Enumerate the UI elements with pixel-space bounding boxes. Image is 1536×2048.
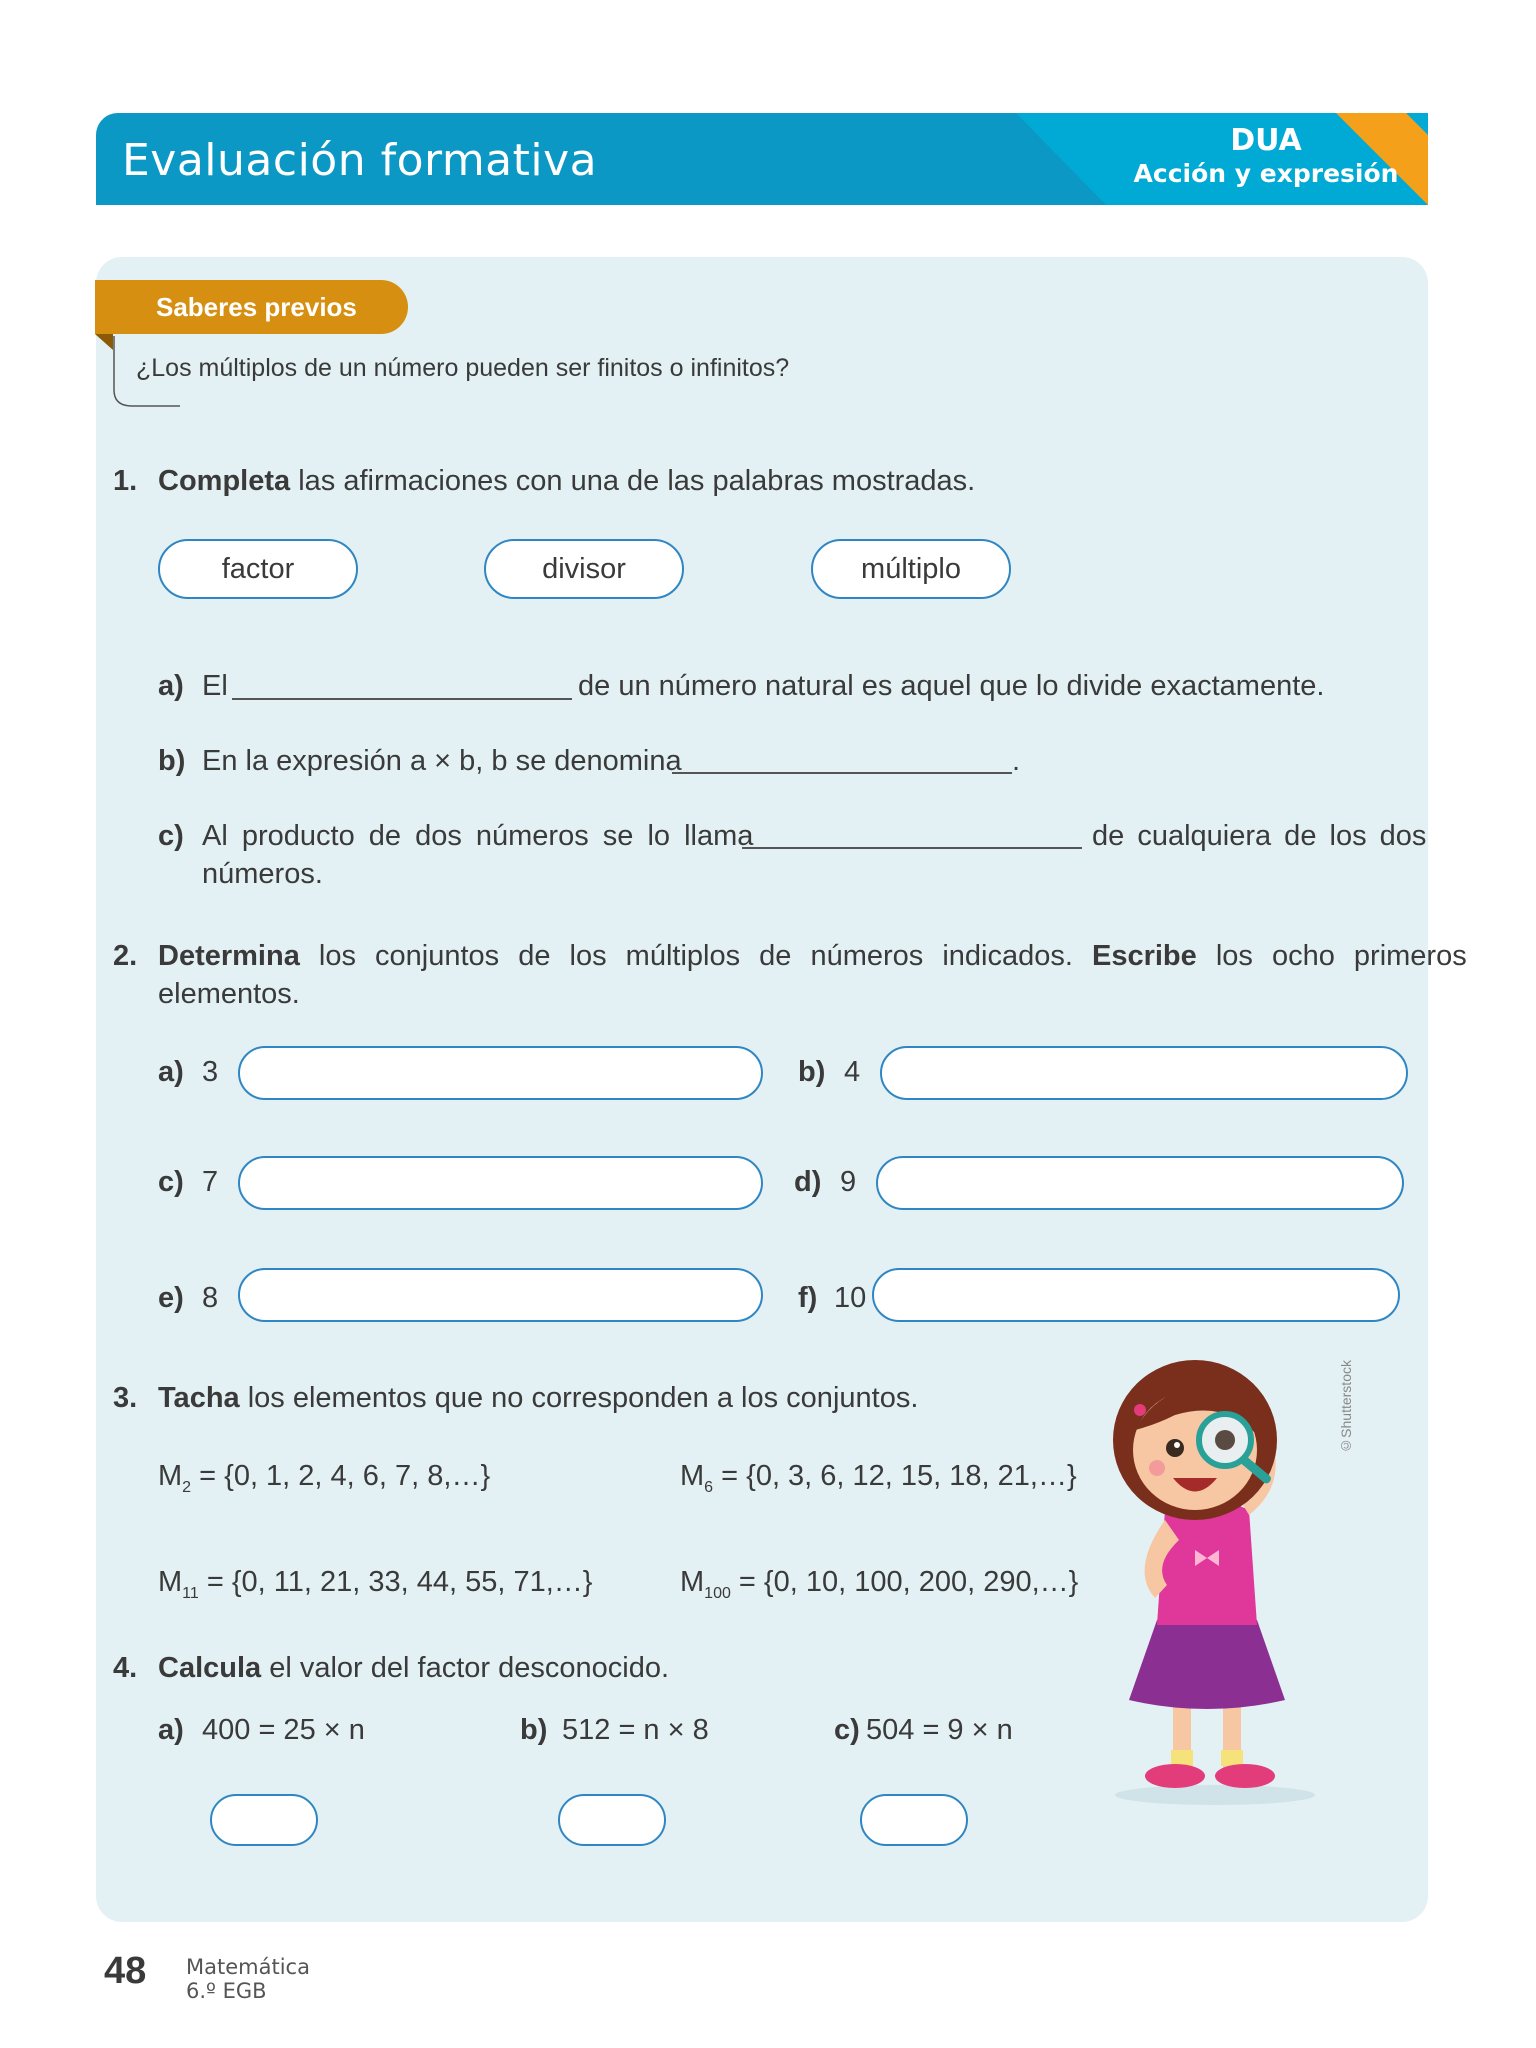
set-m2[interactable] [158, 1460, 490, 1497]
q4c-answer-box[interactable] [860, 1794, 968, 1846]
q2d-letter: d) [794, 1166, 822, 1198]
saberes-question: ¿Los múltiplos de un número pueden ser finitos o infinitos? [136, 354, 790, 382]
dua-title: DUA [1230, 123, 1302, 158]
dua-badge [1126, 123, 1406, 189]
q2-cont: elementos. [158, 978, 300, 1010]
q2d-value: 9 [840, 1166, 857, 1198]
girl-with-magnifier-illustration [1095, 1340, 1335, 1810]
q4b-answer-box[interactable] [558, 1794, 666, 1846]
set-m11-sub: 11 [182, 1584, 199, 1602]
set-m2-elements: = {0, 1, 2, 4, 6, 7, 8,…} [191, 1460, 491, 1492]
q1b-pre: En la expresión a × b, b se denomina [202, 745, 682, 777]
q2-text-1: los conjuntos de los múltiplos de números indicados. [299, 940, 1092, 972]
q4-instruction [158, 1652, 669, 1685]
q2b-letter: b) [798, 1056, 826, 1088]
q2c-answer-box[interactable] [238, 1156, 763, 1210]
saberes-previos-label: Saberes previos [156, 292, 357, 322]
footer-subject [186, 1955, 310, 2003]
q2-number: 2. [113, 940, 138, 972]
q4c-letter: c) [834, 1714, 860, 1746]
q1a-post: de un número natural es aquel que lo divide exactamente. [578, 670, 1325, 702]
q2a-value: 3 [202, 1056, 219, 1088]
grade-level: 6.º EGB [186, 1979, 267, 2003]
q3-text: los elementos que no corresponden a los conjuntos. [239, 1382, 919, 1414]
subject-name: Matemática [186, 1955, 310, 1979]
q1a-letter: a) [158, 670, 184, 702]
set-m11-elements: = {0, 11, 21, 33, 44, 55, 71,…} [198, 1566, 593, 1598]
set-m6-sub: 6 [704, 1478, 714, 1496]
set-m6-name: M [680, 1460, 705, 1492]
q3-number: 3. [113, 1382, 138, 1414]
page-number: 48 [104, 1950, 147, 1992]
q1-instruction [158, 465, 975, 498]
q2c-letter: c) [158, 1166, 184, 1198]
q2b-answer-box[interactable] [880, 1046, 1408, 1100]
q1b-post: . [1012, 745, 1021, 777]
q2-text-2: los ocho primeros [1196, 940, 1467, 972]
q2-verb-1: Determina [158, 940, 300, 972]
q1c-pre: Al producto de dos números se lo llama [202, 820, 754, 852]
q2f-value: 10 [834, 1282, 867, 1314]
page-title: Evaluación formativa [122, 135, 598, 186]
q2f-answer-box[interactable] [872, 1268, 1400, 1322]
q4c-expr: 504 = 9 × n [866, 1714, 1013, 1746]
q2e-value: 8 [202, 1282, 219, 1314]
q2c-value: 7 [202, 1166, 219, 1198]
q1b-blank[interactable] [672, 772, 1012, 774]
dua-subtitle: Acción y expresión [1133, 159, 1399, 188]
q4-text: el valor del factor desconocido. [261, 1652, 670, 1684]
set-m100-sub: 100 [704, 1584, 731, 1602]
set-m6-elements: = {0, 3, 6, 12, 15, 18, 21,…} [713, 1460, 1077, 1492]
set-m100[interactable] [680, 1566, 1078, 1603]
q1-number: 1. [113, 465, 138, 497]
q2e-answer-box[interactable] [238, 1268, 763, 1322]
q1-text: las afirmaciones con una de las palabras mostradas. [290, 465, 976, 497]
q4a-answer-box[interactable] [210, 1794, 318, 1846]
set-m6[interactable] [680, 1460, 1077, 1497]
q4b-letter: b) [520, 1714, 548, 1746]
word-pill-multiplo: múltiplo [811, 539, 1011, 599]
q1c-blank[interactable] [742, 847, 1082, 849]
q4b-expr: 512 = n × 8 [562, 1714, 709, 1746]
q1a-blank[interactable] [232, 698, 572, 700]
header-banner [96, 113, 1428, 205]
set-m2-name: M [158, 1460, 183, 1492]
q2-instruction [158, 940, 1467, 973]
q4a-letter: a) [158, 1714, 184, 1746]
q4-verb: Calcula [158, 1652, 262, 1684]
q4-number: 4. [113, 1652, 138, 1684]
set-m100-name: M [680, 1566, 705, 1598]
set-m11-name: M [158, 1566, 183, 1598]
word-pill-factor: factor [158, 539, 358, 599]
q3-verb: Tacha [158, 1382, 240, 1414]
set-m11[interactable] [158, 1566, 592, 1603]
q2a-answer-box[interactable] [238, 1046, 763, 1100]
q2-verb-2: Escribe [1091, 940, 1197, 972]
q2f-letter: f) [798, 1282, 818, 1314]
q2e-letter: e) [158, 1282, 184, 1314]
q2a-letter: a) [158, 1056, 184, 1088]
q4a-expr: 400 = 25 × n [202, 1714, 365, 1746]
set-m100-elements: = {0, 10, 100, 200, 290,…} [730, 1566, 1079, 1598]
word-pill-divisor: divisor [484, 539, 684, 599]
q1c-letter: c) [158, 820, 184, 852]
image-credit: ©Shutterstock [1338, 1360, 1354, 1454]
q2b-value: 4 [844, 1056, 861, 1088]
q1b-letter: b) [158, 745, 186, 777]
set-m2-sub: 2 [182, 1478, 192, 1496]
q1c-cont: números. [202, 858, 323, 890]
q3-instruction [158, 1382, 918, 1415]
q1a-pre: El [202, 670, 228, 702]
q1-verb: Completa [158, 465, 291, 497]
q2d-answer-box[interactable] [876, 1156, 1404, 1210]
q1c-post: de cualquiera de los dos [1092, 820, 1427, 852]
